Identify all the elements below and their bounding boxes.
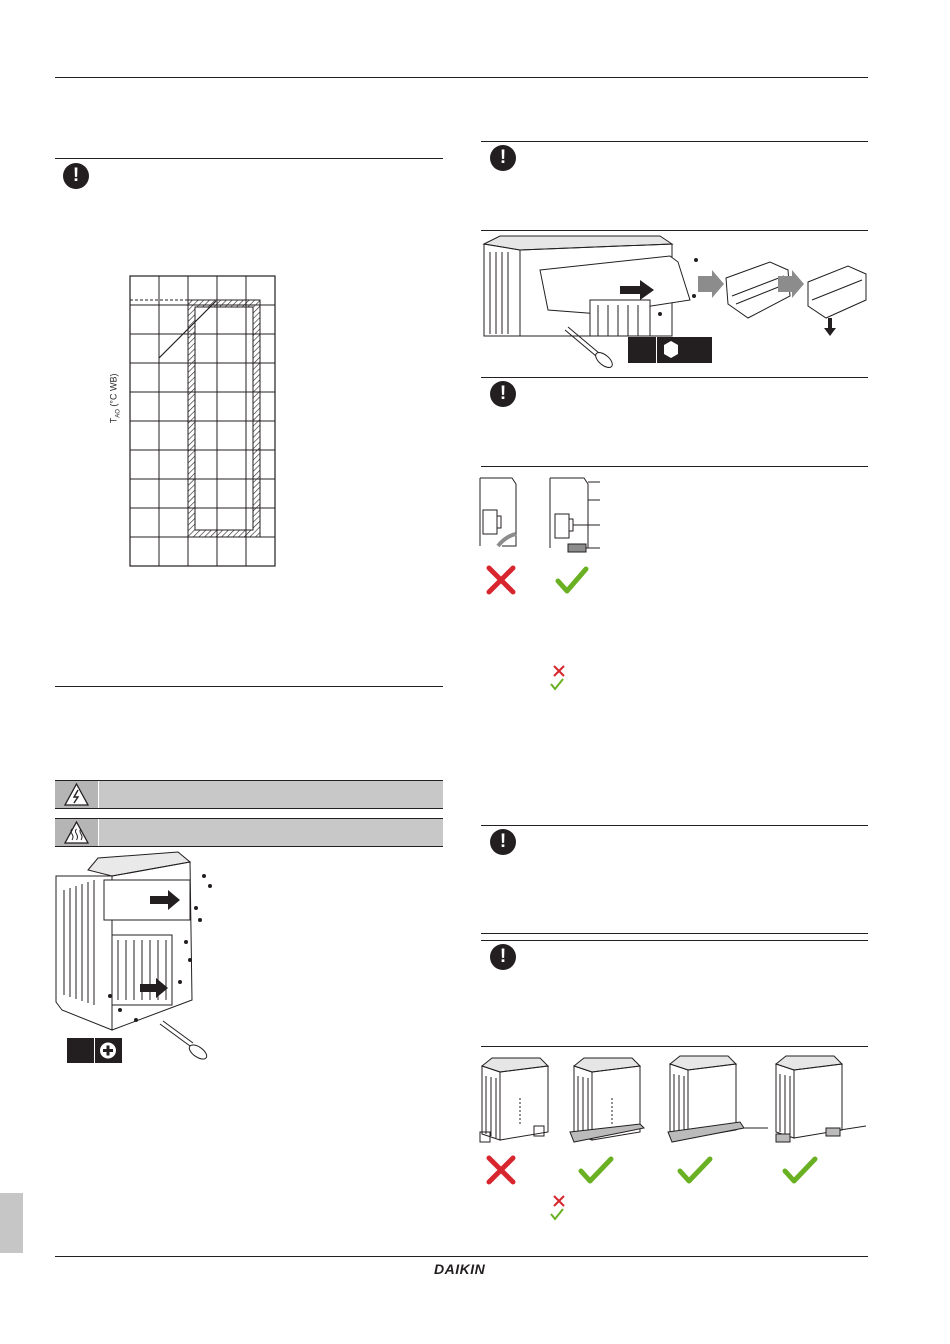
exclamation-icon: ! — [490, 944, 516, 970]
green-check-icon — [677, 1155, 713, 1185]
green-check-icon — [550, 1208, 564, 1220]
red-cross-icon — [553, 1195, 565, 1207]
side-section-tab — [0, 1193, 23, 1253]
exclamation-icon: ! — [490, 829, 516, 855]
green-check-icon — [782, 1155, 818, 1185]
green-check-icon — [578, 1155, 614, 1185]
exclamation-icon: ! — [490, 145, 516, 171]
footer-rule — [55, 1256, 868, 1257]
brand-logo: DAIKIN — [434, 1261, 486, 1277]
axis-label: $T_{AO}$ (°C WB) — [108, 373, 122, 424]
exclamation-icon: ! — [490, 381, 516, 407]
exclamation-icon: ! — [63, 163, 89, 189]
red-cross-icon — [486, 1155, 516, 1185]
